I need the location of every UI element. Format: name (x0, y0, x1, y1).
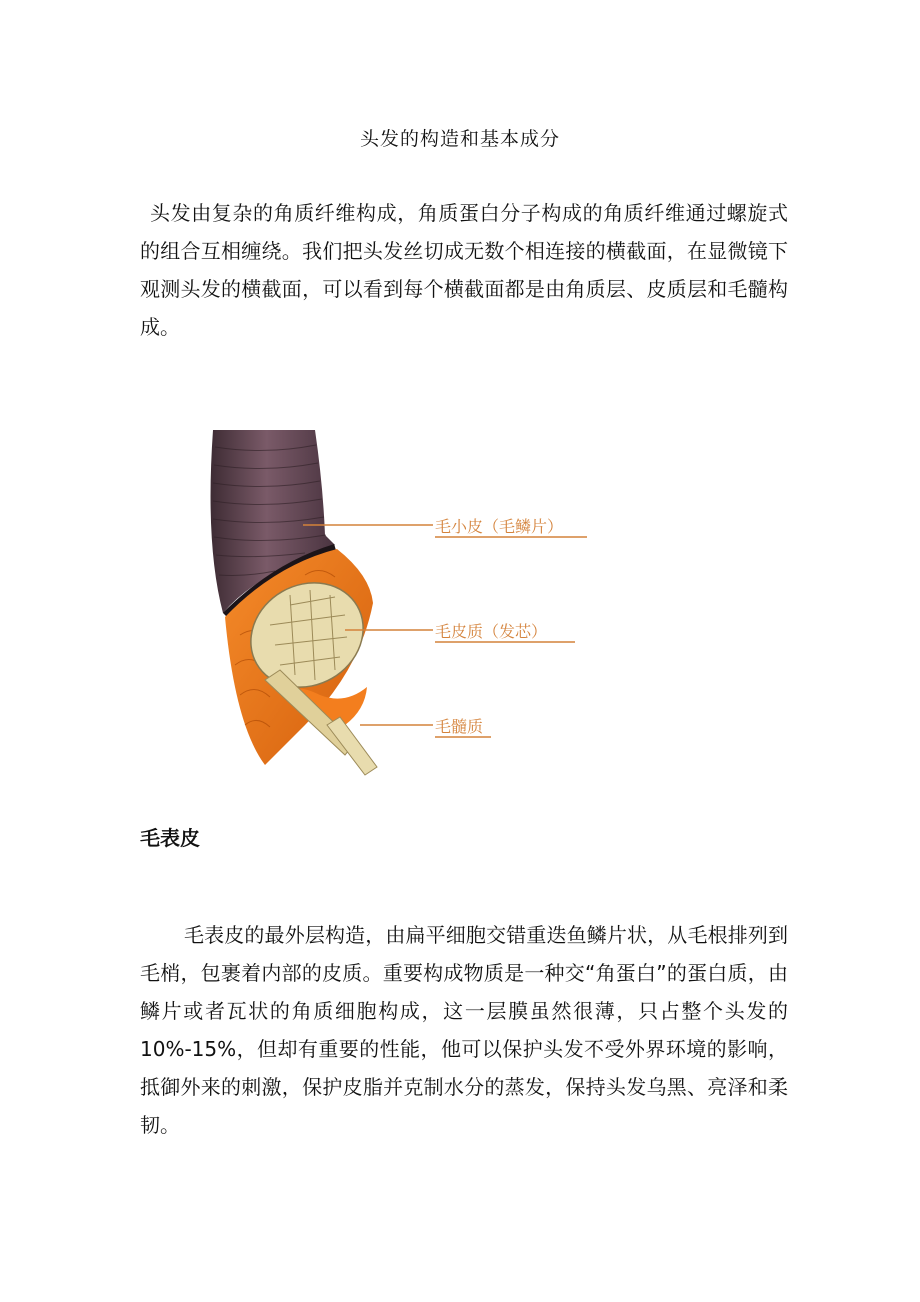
label-cortex: 毛皮质（发芯） (435, 622, 548, 641)
intro-paragraph: 头发由复杂的角质纤维构成，角质蛋白分子构成的角质纤维通过螺旋式的组合互相缠绕。我们把头发丝切成无数个相连接的横截面，在显微镜下观测头发的横截面，可以看到每个横截面都是由角质层、皮质层和毛髓构成。 (140, 201, 788, 339)
label-cuticle: 毛小皮（毛鳞片） (435, 517, 564, 536)
hair-structure-diagram (195, 425, 625, 797)
section-heading: 毛表皮 (140, 826, 200, 850)
hair-diagram-svg (195, 425, 625, 797)
page-title: 头发的构造和基本成分 (359, 128, 560, 150)
label-medulla: 毛髓质 (435, 717, 484, 736)
section-paragraph: 毛表皮的最外层构造，由扁平细胞交错重迭鱼鳞片状，从毛根排列到毛梢，包裹着内部的皮质。重要构成物质是一种交“角蛋白”的蛋白质，由鳞片或者瓦状的角质细胞构成，这一层膜虽然很薄，只占整个头发的10%-15%，但却有重要的性能，他可以保护头发不受外界环境的影响，抵御外来的刺激，保护皮脂并克制水分的蒸发，保持头发乌黑、亮泽和柔韧。 (140, 923, 788, 1137)
